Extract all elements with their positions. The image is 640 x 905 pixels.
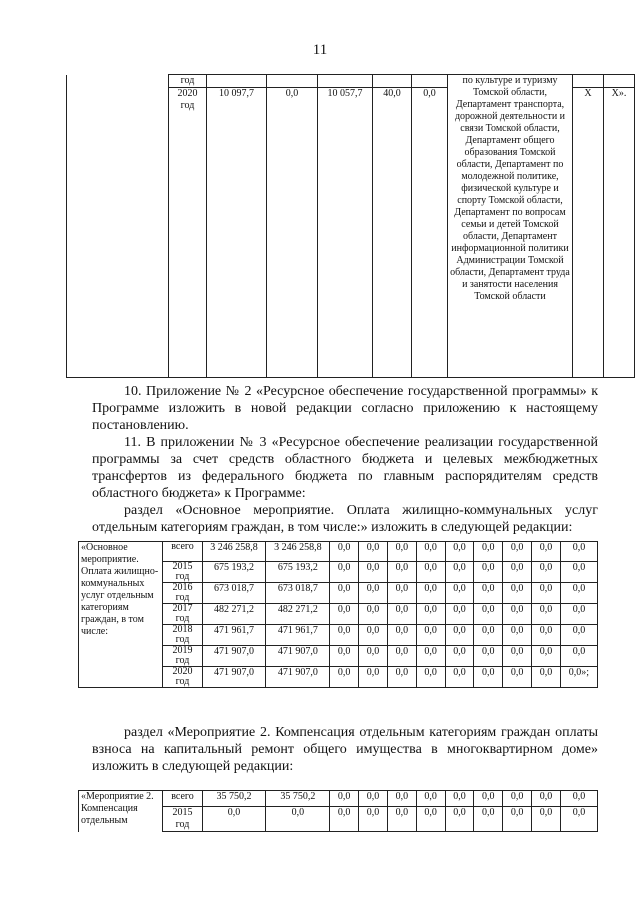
paragraph-11b: раздел «Мероприятие 2. Компенсация отдельным категориям граждан оплаты взноса на капитальный ремонт общего имущества в многоквартирном доме» изложить в следующей редакции: bbox=[92, 725, 598, 774]
value-cell: 0,0 bbox=[503, 667, 532, 688]
total-cell: 471 907,0 bbox=[202, 646, 266, 667]
value-cell: 0,0 bbox=[474, 604, 503, 625]
org-top: по культуре и туризму bbox=[462, 75, 558, 86]
paragraph-11a: раздел «Основное мероприятие. Оплата жилищно-коммунальных услуг отдельным категориям граждан, в том числе:» изложить в следующей редакции: bbox=[92, 503, 598, 535]
value-cell: 0,0 bbox=[560, 646, 597, 667]
region-budget-cell: 471 907,0 bbox=[266, 646, 330, 667]
value-cell: 40,0 bbox=[373, 88, 412, 378]
empty-cell bbox=[67, 75, 169, 378]
year-cell: 2016 год bbox=[163, 583, 202, 604]
value-cell: 0,0 bbox=[416, 807, 445, 832]
value-cell: 0,0 bbox=[445, 583, 474, 604]
value-cell: 0,0 bbox=[503, 562, 532, 583]
value-cell: 0,0 bbox=[560, 791, 597, 807]
value-cell: 0,0 bbox=[359, 604, 388, 625]
value-cell: 0,0 bbox=[503, 807, 532, 832]
value-cell: 0,0 bbox=[532, 625, 561, 646]
year-cell: 2019 год bbox=[163, 646, 202, 667]
year-cell: 2015 год bbox=[163, 807, 202, 832]
value-cell: 0,0 bbox=[474, 646, 503, 667]
value-cell: 0,0 bbox=[330, 625, 359, 646]
value-cell: 0,0 bbox=[330, 604, 359, 625]
value-cell: 0,0 bbox=[503, 791, 532, 807]
value-cell: 0,0 bbox=[474, 807, 503, 832]
value-cell: 0,0 bbox=[474, 562, 503, 583]
value-cell: 0,0 bbox=[445, 667, 474, 688]
region-budget-cell: 471 961,7 bbox=[266, 625, 330, 646]
year-cell: 2015 год bbox=[163, 562, 202, 583]
value-cell: 10 057,7 bbox=[318, 88, 373, 378]
region-budget-cell: 675 193,2 bbox=[266, 562, 330, 583]
responsible-org-cell bbox=[448, 75, 573, 378]
region-budget-cell: 471 907,0 bbox=[266, 667, 330, 688]
year-cell: 2020 год bbox=[163, 667, 202, 688]
measure2-table bbox=[78, 790, 598, 832]
value-cell: 0,0 bbox=[532, 604, 561, 625]
table-row bbox=[79, 791, 598, 807]
value-cell: 0,0 bbox=[330, 807, 359, 832]
paragraph-11: 11. В приложении № 3 «Ресурсное обеспечение реализации государственной программы за счет средств областного бюджета и целевых межбюджетных трансфертов из федерального бюджета по главным распорядителям средств областного бюджета» к Программе: bbox=[92, 435, 598, 501]
value-cell: 0,0 bbox=[416, 604, 445, 625]
value-cell: 0,0 bbox=[503, 625, 532, 646]
value-cell: 0,0 bbox=[387, 807, 416, 832]
value-cell: 0,0 bbox=[416, 583, 445, 604]
value-cell: 0,0 bbox=[387, 542, 416, 562]
mark-cell bbox=[604, 75, 635, 88]
value-cell: 0,0 bbox=[330, 562, 359, 583]
region-budget-cell: 673 018,7 bbox=[266, 583, 330, 604]
paragraph-block bbox=[92, 383, 598, 536]
mark-cell bbox=[573, 75, 604, 88]
value-cell: 0,0 bbox=[267, 88, 318, 378]
value-cell: 0,0 bbox=[387, 667, 416, 688]
value-cell: 0,0 bbox=[416, 542, 445, 562]
value-cell: 0,0 bbox=[416, 562, 445, 583]
total-cell: 35 750,2 bbox=[202, 791, 266, 807]
year-cell: 2017 год bbox=[163, 604, 202, 625]
value-cell: 0,0 bbox=[330, 542, 359, 562]
total-cell: 0,0 bbox=[202, 807, 266, 832]
value-cell: 0,0 bbox=[359, 583, 388, 604]
measure2-table-body bbox=[79, 791, 598, 832]
activity-name-cell: «Мероприятие 2. Компенсация отдельным bbox=[79, 791, 163, 832]
value-cell: 0,0 bbox=[532, 646, 561, 667]
value-cell: 0,0 bbox=[532, 562, 561, 583]
value-cell: 0,0 bbox=[560, 542, 597, 562]
region-budget-cell: 3 246 258,8 bbox=[266, 542, 330, 562]
value-cell bbox=[207, 75, 267, 88]
total-cell: 673 018,7 bbox=[202, 583, 266, 604]
value-cell: 0,0 bbox=[445, 807, 474, 832]
value-cell: 0,0»; bbox=[560, 667, 597, 688]
year-cell: 2020 год bbox=[169, 88, 207, 378]
value-cell: 0,0 bbox=[503, 542, 532, 562]
value-cell: 0,0 bbox=[416, 625, 445, 646]
value-cell: 0,0 bbox=[474, 583, 503, 604]
value-cell: 0,0 bbox=[387, 625, 416, 646]
value-cell: 0,0 bbox=[330, 583, 359, 604]
value-cell: 0,0 bbox=[560, 625, 597, 646]
value-cell bbox=[412, 75, 448, 88]
value-cell: 0,0 bbox=[503, 583, 532, 604]
main-activity-table bbox=[78, 541, 598, 688]
value-cell: 0,0 bbox=[416, 791, 445, 807]
value-cell: 0,0 bbox=[474, 542, 503, 562]
value-cell: 0,0 bbox=[560, 604, 597, 625]
year-cell: всего bbox=[163, 791, 202, 807]
value-cell: 0,0 bbox=[330, 646, 359, 667]
value-cell: 0,0 bbox=[330, 667, 359, 688]
value-cell: 0,0 bbox=[532, 583, 561, 604]
value-cell: 0,0 bbox=[359, 625, 388, 646]
value-cell: 0,0 bbox=[445, 562, 474, 583]
value-cell: 0,0 bbox=[474, 667, 503, 688]
value-cell: 0,0 bbox=[359, 791, 388, 807]
value-cell: 0,0 bbox=[445, 646, 474, 667]
value-cell: 0,0 bbox=[359, 562, 388, 583]
value-cell: 0,0 bbox=[359, 807, 388, 832]
value-cell: 0,0 bbox=[560, 583, 597, 604]
value-cell: 0,0 bbox=[387, 604, 416, 625]
region-budget-cell: 35 750,2 bbox=[266, 791, 330, 807]
value-cell: 0,0 bbox=[387, 562, 416, 583]
value-cell: 0,0 bbox=[445, 542, 474, 562]
mark-cell: Х bbox=[573, 88, 604, 378]
org-list: Томской области, Департамент транспорта, дорожной деятельности и связи Томской области, Департамент общего образования Томской области, Департамент по молодежной политике, физической культуре и спорту Томской области, Департамент по вопросам семьи и детей Томской области, Департамент информационной политики Администрации Томской области, Департамент труда и занятости населения Томской области bbox=[450, 87, 570, 302]
value-cell: 0,0 bbox=[503, 646, 532, 667]
resource-table-continuation bbox=[66, 74, 635, 378]
total-cell: 3 246 258,8 bbox=[202, 542, 266, 562]
value-cell: 0,0 bbox=[387, 583, 416, 604]
total-cell: 471 961,7 bbox=[202, 625, 266, 646]
value-cell: 0,0 bbox=[532, 791, 561, 807]
value-cell: 0,0 bbox=[416, 667, 445, 688]
mark-cell: Х». bbox=[604, 88, 635, 378]
value-cell: 0,0 bbox=[445, 625, 474, 646]
region-budget-cell: 482 271,2 bbox=[266, 604, 330, 625]
activity-name-cell: «Основное мероприятие. Оплата жилищно-коммунальных услуг отдельным категориям граждан, в том числе: bbox=[79, 542, 163, 688]
value-cell: 0,0 bbox=[330, 791, 359, 807]
value-cell: 0,0 bbox=[560, 807, 597, 832]
value-cell: 0,0 bbox=[474, 791, 503, 807]
value-cell bbox=[267, 75, 318, 88]
value-cell: 0,0 bbox=[387, 791, 416, 807]
value-cell: 0,0 bbox=[445, 791, 474, 807]
value-cell: 0,0 bbox=[560, 562, 597, 583]
value-cell: 0,0 bbox=[445, 604, 474, 625]
value-cell: 10 097,7 bbox=[207, 88, 267, 378]
value-cell: 0,0 bbox=[532, 807, 561, 832]
year-cell: год bbox=[169, 75, 207, 88]
value-cell: 0,0 bbox=[359, 646, 388, 667]
value-cell: 0,0 bbox=[359, 542, 388, 562]
value-cell: 0,0 bbox=[416, 646, 445, 667]
paragraph-10: 10. Приложение № 2 «Ресурсное обеспечение государственной программы» к Программе изложить в новой редакции согласно приложению к настоящему постановлению. bbox=[92, 384, 598, 433]
region-budget-cell: 0,0 bbox=[266, 807, 330, 832]
value-cell bbox=[373, 75, 412, 88]
value-cell: 0,0 bbox=[387, 646, 416, 667]
page-number: 11 bbox=[312, 42, 328, 58]
value-cell: 0,0 bbox=[532, 667, 561, 688]
value-cell: 0,0 bbox=[503, 604, 532, 625]
paragraph-block-2 bbox=[92, 724, 598, 775]
year-cell: всего bbox=[163, 542, 202, 562]
year-cell: 2018 год bbox=[163, 625, 202, 646]
value-cell bbox=[318, 75, 373, 88]
main-activity-table-body bbox=[79, 542, 598, 688]
total-cell: 471 907,0 bbox=[202, 667, 266, 688]
value-cell: 0,0 bbox=[474, 625, 503, 646]
table-row bbox=[79, 542, 598, 562]
value-cell: 0,0 bbox=[359, 667, 388, 688]
value-cell: 0,0 bbox=[532, 542, 561, 562]
value-cell: 0,0 bbox=[412, 88, 448, 378]
total-cell: 675 193,2 bbox=[202, 562, 266, 583]
total-cell: 482 271,2 bbox=[202, 604, 266, 625]
